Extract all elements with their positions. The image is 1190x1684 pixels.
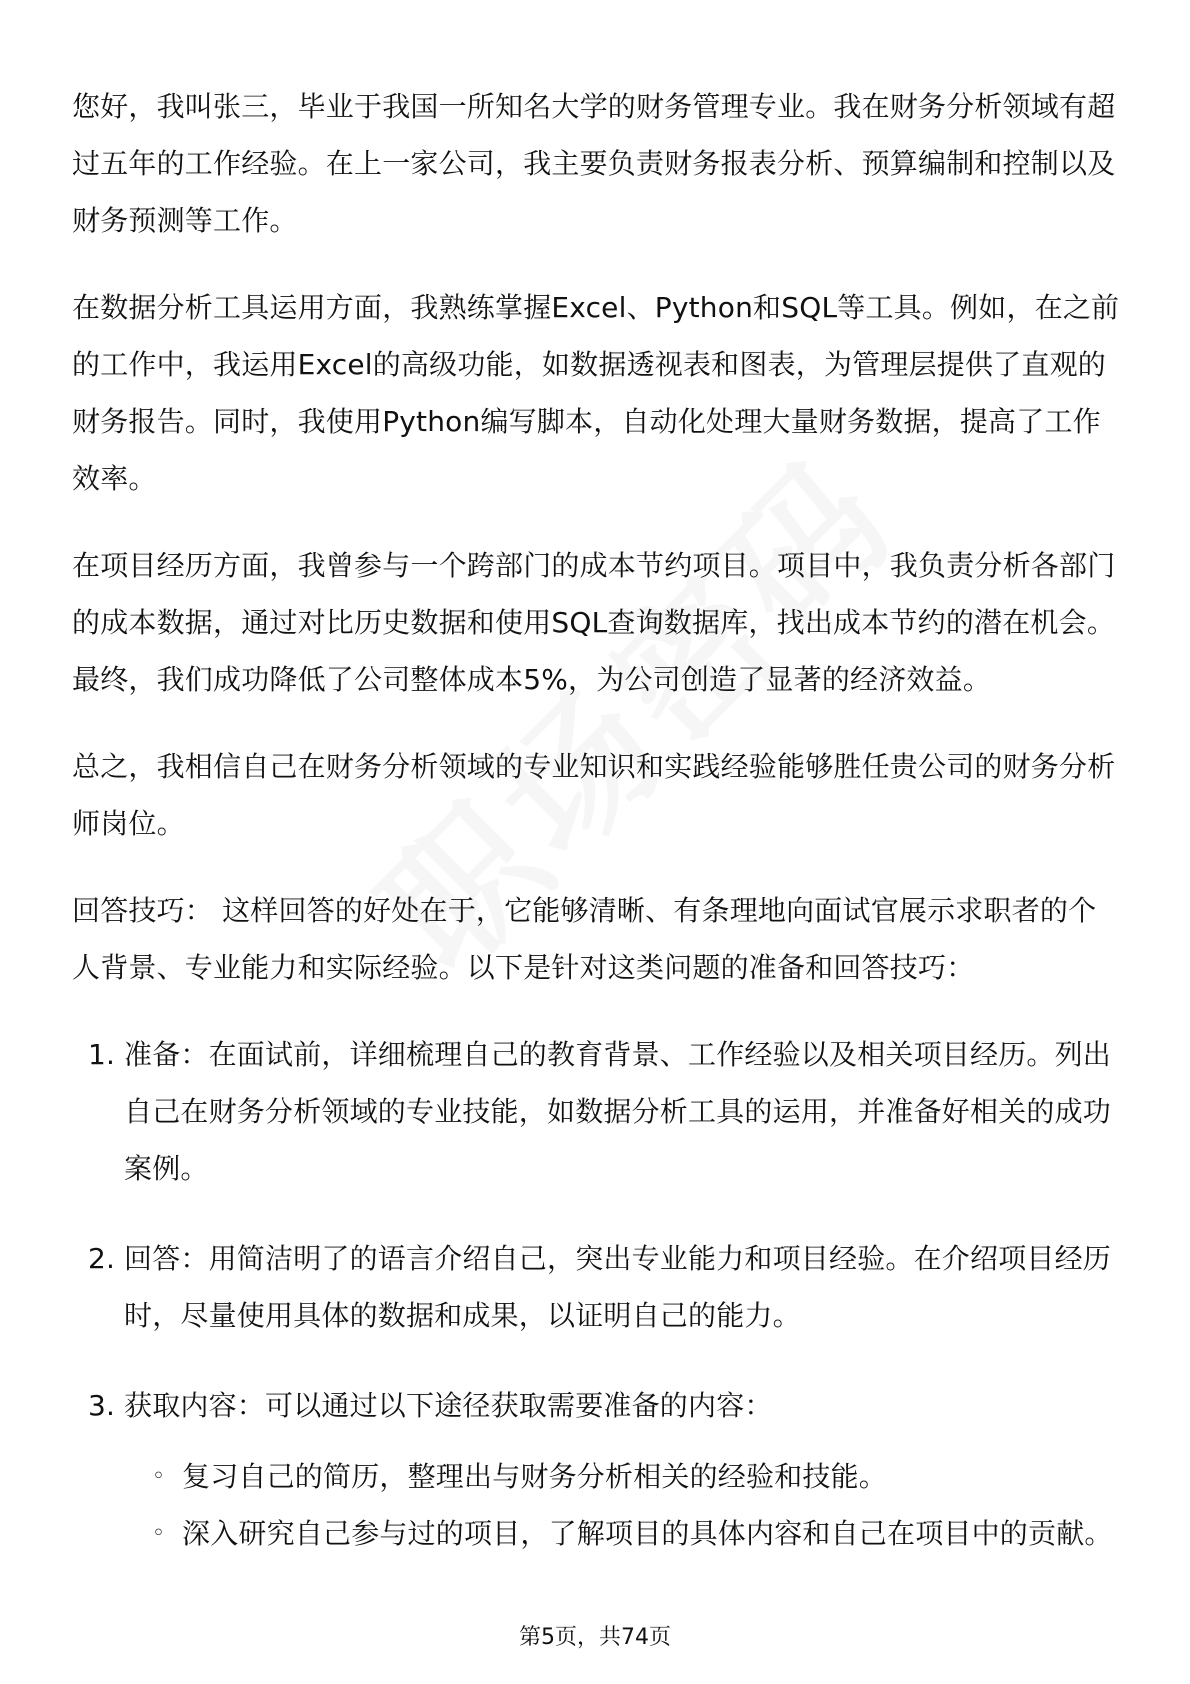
list-item-text: 获取内容：可以通过以下途径获取需要准备的内容：	[124, 1389, 773, 1422]
list-item-text: 准备：在面试前，详细梳理自己的教育背景、工作经验以及相关项目经历。列出自己在财务分析领域的专业技能，如数据分析工具的运用，并准备好相关的成功案例。	[124, 1038, 1112, 1185]
bullet-icon: ◦	[152, 1521, 166, 1546]
sub-list-item-text: 深入研究自己参与过的项目，了解项目的具体内容和自己在项目中的贡献。	[182, 1517, 1113, 1550]
sub-list-item	[152, 1505, 1122, 1562]
page-footer: 第5页，共74页	[519, 1625, 671, 1650]
paragraph-tools: 在数据分析工具运用方面，我熟练掌握Excel、Python和SQL等工具。例如，在之前的工作中，我运用Excel的高级功能，如数据透视表和图表，为管理层提供了直观的财务报告。同时，我使用Python编写脚本，自动化处理大量财务数据，提高了工作效率。	[72, 291, 1120, 495]
sub-list	[124, 1448, 1122, 1562]
paragraph-summary: 总之，我相信自己在财务分析领域的专业知识和实践经验能够胜任贵公司的财务分析师岗位。	[72, 750, 1116, 840]
tips-list	[72, 1026, 1122, 1562]
paragraph-intro: 您好，我叫张三，毕业于我国一所知名大学的财务管理专业。我在财务分析领域有超过五年的工作经验。在上一家公司，我主要负责财务报表分析、预算编制和控制以及财务预测等工作。	[72, 90, 1116, 237]
sub-list-item-text: 复习自己的简历，整理出与财务分析相关的经验和技能。	[182, 1460, 888, 1493]
paragraph-project: 在项目经历方面，我曾参与一个跨部门的成本节约项目。项目中，我负责分析各部门的成本数据，通过对比历史数据和使用SQL查询数据库，找出成本节约的潜在机会。最终，我们成功降低了公司整体成本5%，为公司创造了显著的经济效益。	[72, 549, 1116, 696]
tips-list-item	[72, 1377, 1122, 1562]
paragraph-tips-intro: 回答技巧： 这样回答的好处在于，它能够清晰、有条理地向面试官展示求职者的个人背景、专业能力和实际经验。以下是针对这类问题的准备和回答技巧：	[72, 894, 1097, 984]
list-item-text: 回答：用简洁明了的语言介绍自己，突出专业能力和项目经验。在介绍项目经历时，尽量使用具体的数据和成果，以证明自己的能力。	[124, 1242, 1112, 1332]
document-body	[72, 78, 1122, 1595]
list-number: 2.	[88, 1242, 116, 1275]
bullet-icon: ◦	[152, 1464, 166, 1489]
sub-list-item	[152, 1448, 1122, 1505]
list-number: 1.	[88, 1038, 116, 1071]
list-number: 3.	[88, 1389, 116, 1422]
tips-list-item	[72, 1026, 1122, 1197]
tips-list-item	[72, 1230, 1122, 1344]
